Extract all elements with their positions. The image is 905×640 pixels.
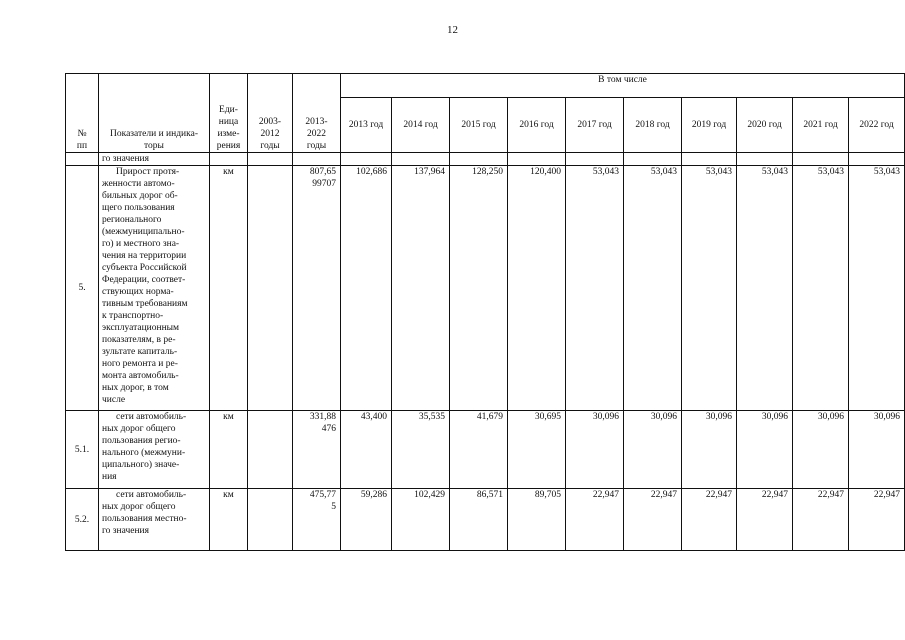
year-value: 59,286 bbox=[341, 489, 392, 551]
header-year: 2022 год bbox=[849, 98, 905, 153]
year-value: 137,964 bbox=[392, 166, 450, 411]
indicator-first-line: Прирост протя- bbox=[116, 167, 180, 177]
year-value: 102,429 bbox=[392, 489, 450, 551]
header-year: 2015 год bbox=[450, 98, 508, 153]
period-2003-2012 bbox=[248, 166, 293, 411]
indicator-text bbox=[99, 166, 210, 411]
year-value: 30,096 bbox=[566, 411, 624, 489]
period-2013-2022: 475,77 5 bbox=[293, 489, 341, 551]
year-value: 102,686 bbox=[341, 166, 392, 411]
year-value: 22,947 bbox=[793, 489, 849, 551]
header-year: 2017 год bbox=[566, 98, 624, 153]
year-value: 30,695 bbox=[508, 411, 566, 489]
unit-cell: км bbox=[210, 489, 248, 551]
indicator-first-line: сети автомобиль- bbox=[116, 490, 187, 500]
year-value: 35,535 bbox=[392, 411, 450, 489]
row-number: 5. bbox=[66, 166, 99, 411]
header-indicator: Показатели и индика- торы bbox=[99, 74, 210, 153]
indicator-rest: ных дорог общего пользования регио- нального (межмуни- ципального) значе- ния bbox=[102, 424, 186, 482]
header-group-label: В том числе bbox=[341, 74, 905, 98]
header-year: 2021 год bbox=[793, 98, 849, 153]
indicator-rest: женности автомо- бильных дорог об- щего пользования регионального (межмуниципально- го) и местного зна- чения на территории субъекта Российской Федерации, соответ- ствующих норма- тивным требованиям к транспортно- эксплуатационным показателям, в ре- зультате капиталь- ного ремонта и ре- монта автомобиль- ных дорог, в том числе bbox=[102, 179, 188, 405]
period-2003-2012 bbox=[248, 489, 293, 551]
year-value: 53,043 bbox=[682, 166, 737, 411]
indicator-rest: ных дорог общего пользования местно- го значения bbox=[102, 502, 187, 536]
unit-cell: км bbox=[210, 166, 248, 411]
year-value: 128,250 bbox=[450, 166, 508, 411]
page-number: 12 bbox=[447, 24, 458, 36]
year-value: 22,947 bbox=[849, 489, 905, 551]
indicator-text bbox=[99, 489, 210, 551]
table-row bbox=[66, 411, 905, 489]
year-value: 43,400 bbox=[341, 411, 392, 489]
year-value: 86,571 bbox=[450, 489, 508, 551]
row-number: 5.1. bbox=[66, 411, 99, 489]
year-value: 22,947 bbox=[682, 489, 737, 551]
header-2013-2022: 2013- 2022 годы bbox=[293, 74, 341, 153]
header-year: 2013 год bbox=[341, 98, 392, 153]
year-value: 30,096 bbox=[624, 411, 682, 489]
header-unit: Еди- ница изме- рения bbox=[210, 74, 248, 153]
year-value: 53,043 bbox=[793, 166, 849, 411]
indicator-first-line: сети автомобиль- bbox=[116, 412, 187, 422]
continuation-text: го значения bbox=[99, 153, 210, 166]
period-2003-2012 bbox=[248, 411, 293, 489]
year-value: 89,705 bbox=[508, 489, 566, 551]
year-value: 53,043 bbox=[849, 166, 905, 411]
header-year: 2018 год bbox=[624, 98, 682, 153]
year-value: 22,947 bbox=[737, 489, 793, 551]
table-row bbox=[66, 166, 905, 411]
period-2013-2022: 807,65 99707 bbox=[293, 166, 341, 411]
period-2013-2022: 331,88 476 bbox=[293, 411, 341, 489]
year-value: 41,679 bbox=[450, 411, 508, 489]
table-row bbox=[66, 489, 905, 551]
header-year: 2020 год bbox=[737, 98, 793, 153]
year-value: 30,096 bbox=[793, 411, 849, 489]
header-year: 2014 год bbox=[392, 98, 450, 153]
row-number: 5.2. bbox=[66, 489, 99, 551]
year-value: 22,947 bbox=[624, 489, 682, 551]
year-value: 53,043 bbox=[624, 166, 682, 411]
year-value: 30,096 bbox=[849, 411, 905, 489]
indicator-text bbox=[99, 411, 210, 489]
continuation-row bbox=[66, 153, 905, 166]
year-value: 53,043 bbox=[566, 166, 624, 411]
header-2003-2012: 2003- 2012 годы bbox=[248, 74, 293, 153]
year-value: 30,096 bbox=[737, 411, 793, 489]
year-value: 120,400 bbox=[508, 166, 566, 411]
header-num: № пп bbox=[66, 74, 99, 153]
year-value: 30,096 bbox=[682, 411, 737, 489]
unit-cell: км bbox=[210, 411, 248, 489]
year-value: 22,947 bbox=[566, 489, 624, 551]
indicators-table bbox=[65, 73, 905, 551]
header-row-1 bbox=[66, 74, 905, 98]
header-year: 2016 год bbox=[508, 98, 566, 153]
year-value: 53,043 bbox=[737, 166, 793, 411]
header-year: 2019 год bbox=[682, 98, 737, 153]
